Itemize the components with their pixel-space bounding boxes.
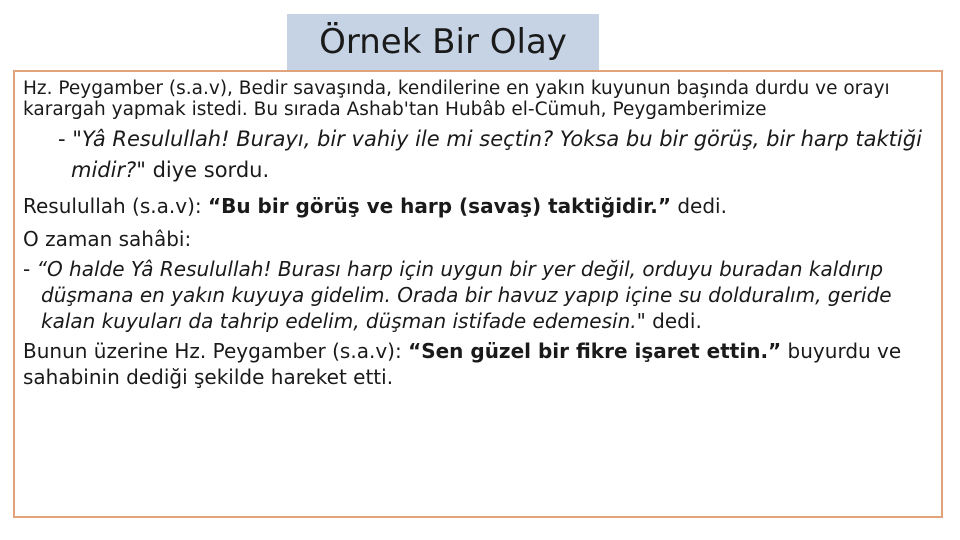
- suggestion-quote: “O halde Yâ Resulullah! Burası harp için uygun bir yer değil, orduyu buradan kaldırıp düşmana en yakın kuyuya gidelim. Orada bir havuz yapıp içine su dolduralım, geride kalan kuyuları da tahrip edelim, düşman istifade edemesin.": [36, 257, 892, 333]
- page-title: Örnek Bir Olay: [319, 22, 567, 62]
- paragraph-sahabi: O zaman sahâbi:: [23, 227, 192, 251]
- question-quote: "Yâ Resulullah! Burayı, bir vahiy ile mi seçtin? Yoksa bu bir görüş, bir harp taktiği midir?": [71, 127, 922, 182]
- paragraph-answer: [23, 190, 931, 223]
- story-text-box: [13, 70, 943, 518]
- title-banner: [287, 14, 599, 70]
- paragraph-intro: Hz. Peygamber (s.a.v), Bedir savaşında, kendilerine en yakın kuyunun başında durdu ve orayı karargah yapmak istedi. Bu sırada Ashab'tan Hubâb el-Cümuh, Peygamberimize: [23, 78, 890, 120]
- answer-suffix: dedi.: [670, 194, 727, 218]
- suggestion-dash: -: [23, 257, 37, 281]
- paragraph-question: [23, 124, 931, 186]
- answer-prefix: Resulullah (s.a.v):: [23, 194, 208, 218]
- paragraph-conclusion: [23, 338, 931, 390]
- conclusion-suffix: buyurdu ve sahabinin dediği şekilde hareket etti.: [23, 339, 902, 389]
- conclusion-prefix: Bunun üzerine Hz. Peygamber (s.a.v):: [23, 339, 409, 363]
- suggestion-suffix: dedi.: [645, 309, 702, 333]
- answer-quote: “Bu bir görüş ve harp (savaş) taktiğidir.”: [207, 194, 671, 218]
- question-suffix: diye sordu.: [145, 158, 270, 182]
- paragraph-suggestion: [23, 256, 931, 334]
- conclusion-quote: “Sen güzel bir fikre işaret ettin.”: [408, 339, 782, 363]
- question-dash: -: [58, 127, 73, 151]
